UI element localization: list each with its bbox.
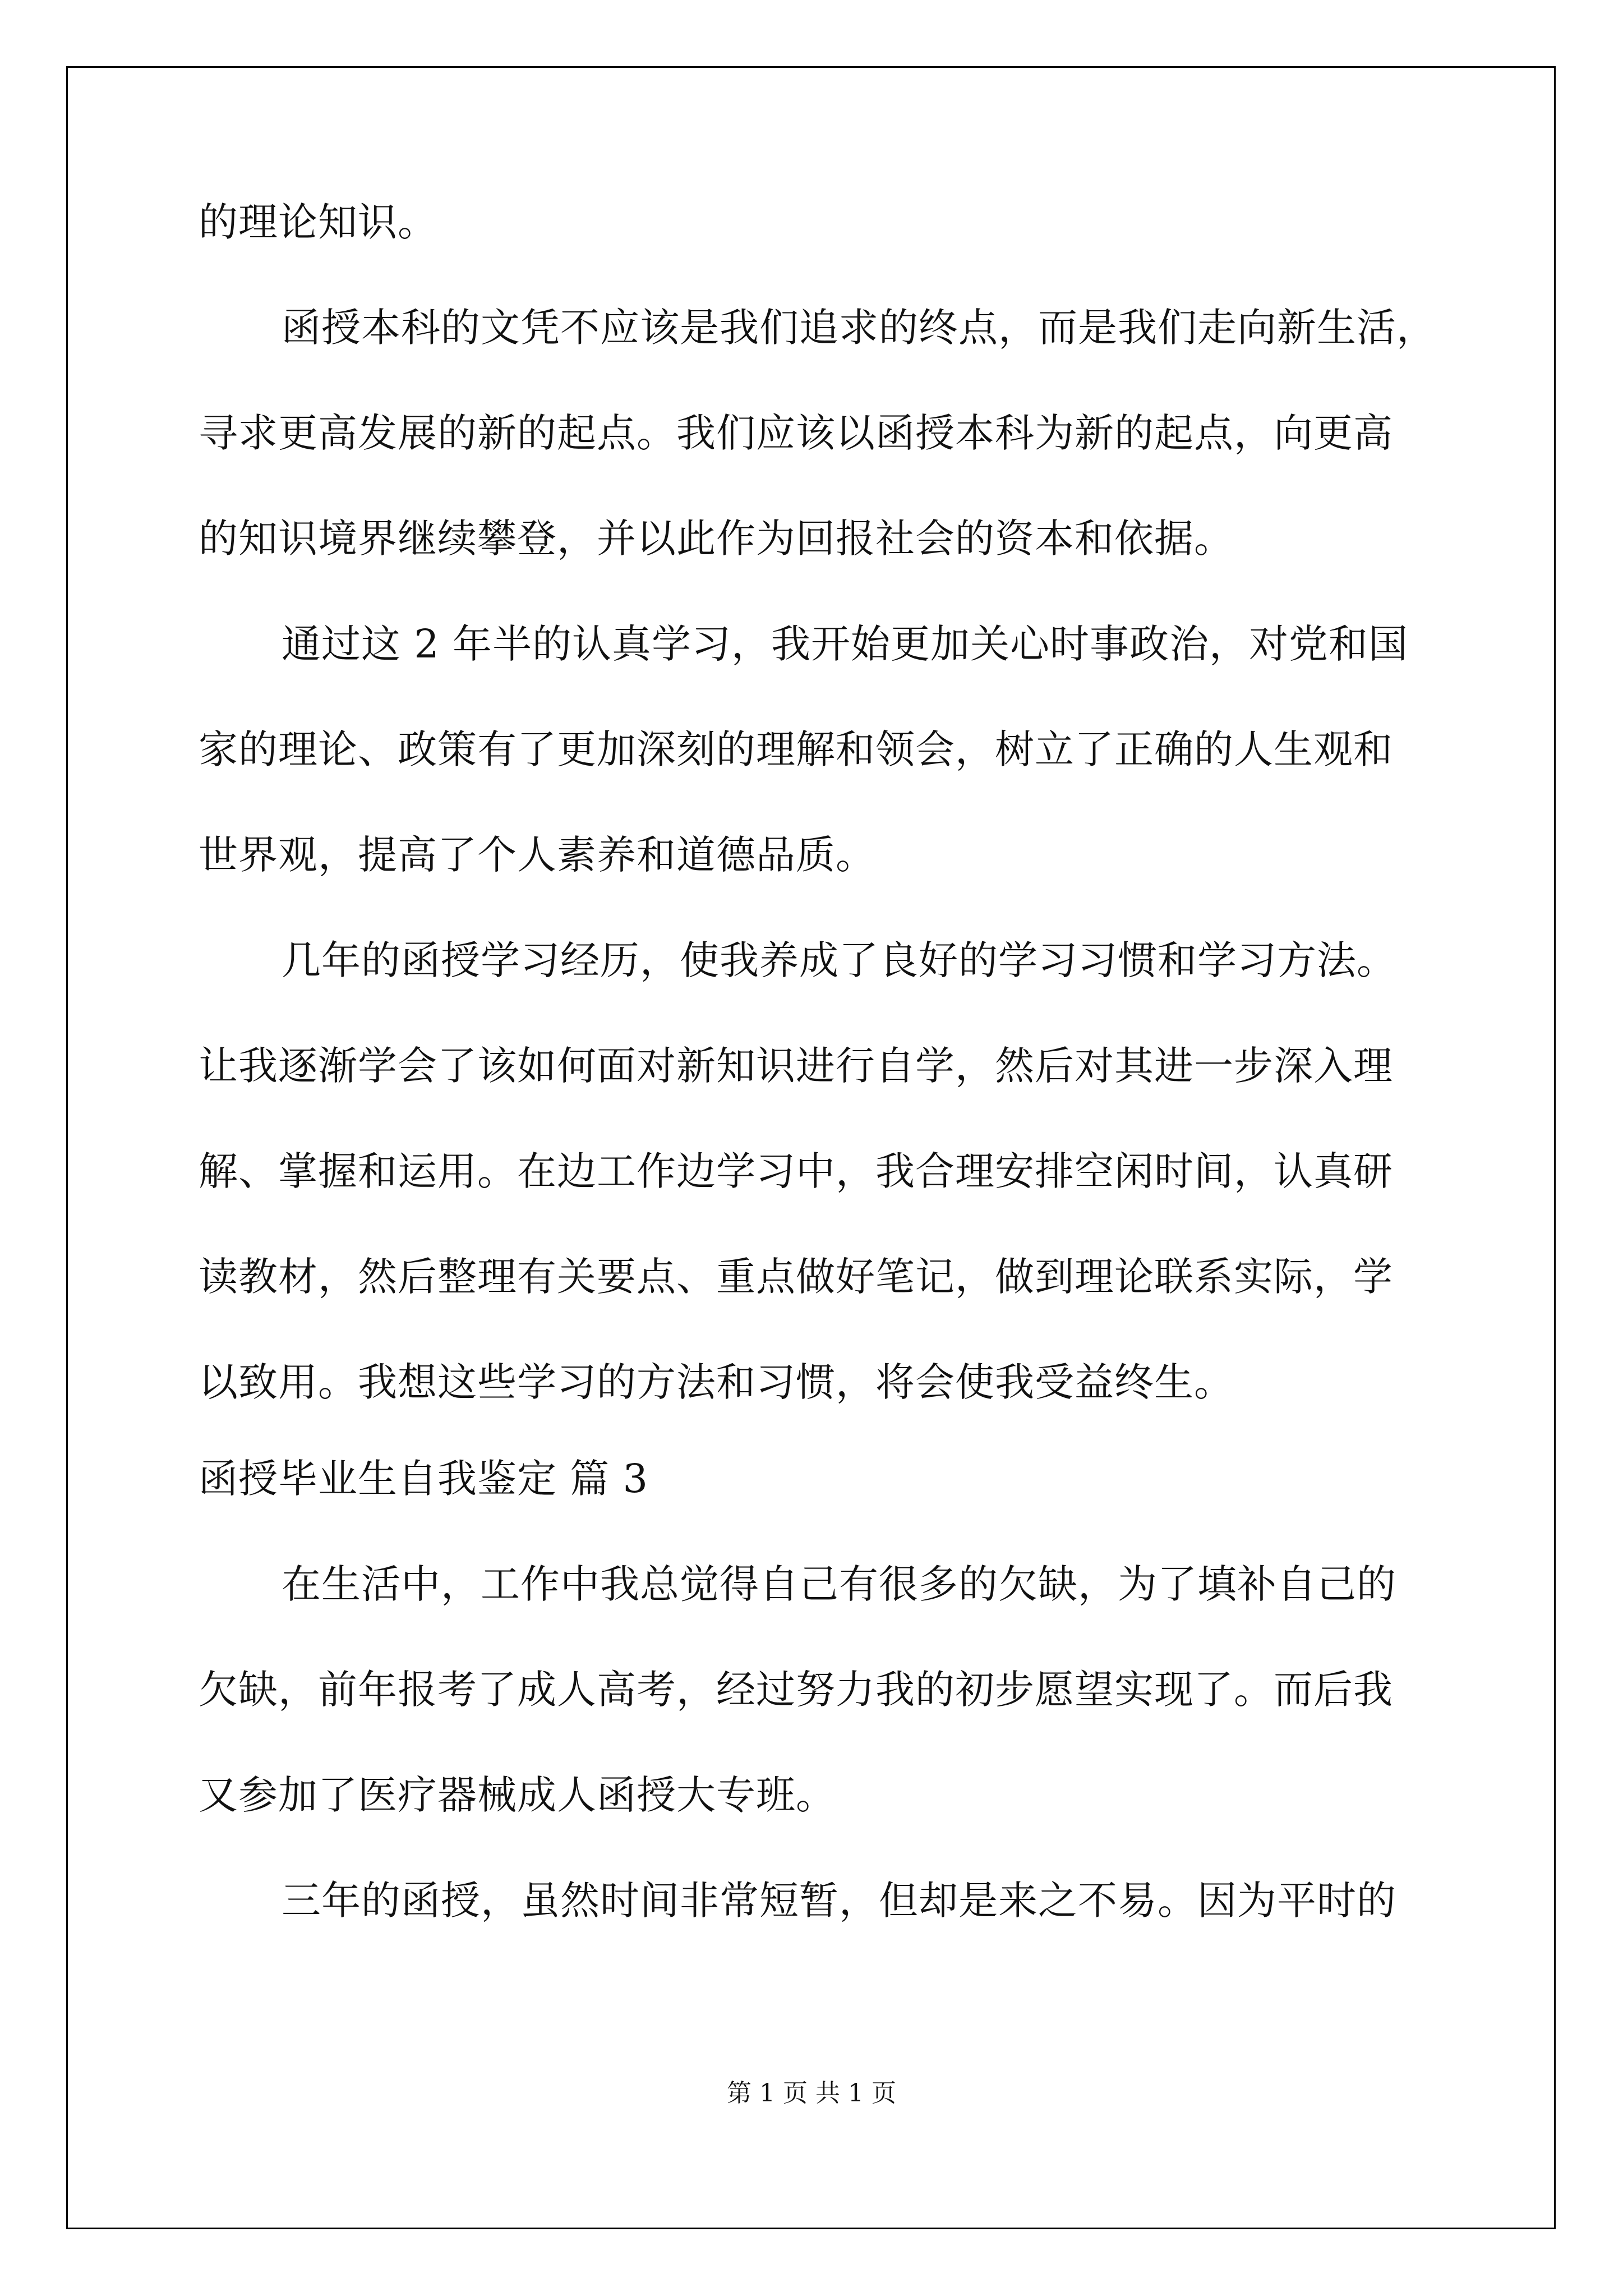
section-heading: 函授毕业生自我鉴定 篇 3 xyxy=(199,1456,649,1502)
text-line: 又参加了医疗器械成人函授大专班。 xyxy=(199,1772,836,1818)
text-line: 三年的函授，虽然时间非常短暂，但却是来之不易。因为平时的 xyxy=(282,1878,1396,1924)
text-line: 以致用。我想这些学习的方法和习惯，将会使我受益终生。 xyxy=(199,1359,1234,1405)
page-footer: 第 1 页 共 1 页 xyxy=(727,2079,896,2108)
text-line: 在生活中，工作中我总觉得自己有很多的欠缺，为了填补自己的 xyxy=(282,1561,1396,1607)
text-line: 的知识境界继续攀登，并以此作为回报社会的资本和依据。 xyxy=(199,516,1234,562)
text-line: 家的理论、政策有了更加深刻的理解和领会，树立了正确的人生观和 xyxy=(199,726,1393,772)
text-line: 几年的函授学习经历，使我养成了良好的学习习惯和学习方法。 xyxy=(282,937,1396,983)
text-line: 通过这 2 年半的认真学习，我开始更加关心时事政治，对党和国 xyxy=(282,621,1409,667)
text-line: 让我逐渐学会了该如何面对新知识进行自学，然后对其进一步深入理 xyxy=(199,1043,1393,1089)
text-line: 寻求更高发展的新的起点。我们应该以函授本科为新的起点，向更高 xyxy=(199,410,1393,456)
text-line: 解、掌握和运用。在边工作边学习中，我合理安排空闲时间，认真研 xyxy=(199,1148,1393,1194)
text-line: 世界观，提高了个人素养和道德品质。 xyxy=(199,832,875,878)
text-line: 的理论知识。 xyxy=(199,199,437,245)
text-line: 欠缺，前年报考了成人高考，经过努力我的初步愿望实现了。而后我 xyxy=(199,1667,1393,1713)
text-line: 函授本科的文凭不应该是我们追求的终点，而是我们走向新生活， xyxy=(282,305,1436,351)
text-line: 读教材，然后整理有关要点、重点做好笔记，做到理论联系实际，学 xyxy=(199,1254,1393,1300)
